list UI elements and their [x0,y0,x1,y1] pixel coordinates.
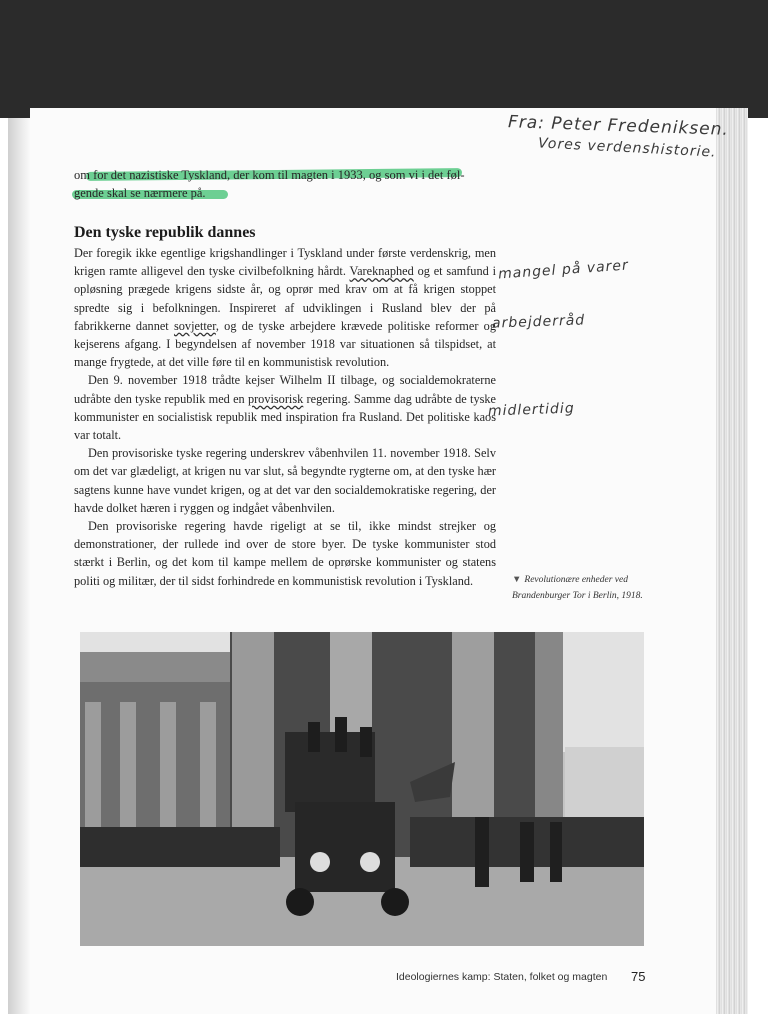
paragraph-2 [74,371,496,444]
paragraph-1-text-c: , og de tyske arbejdere krævede politiske reformer og kejserens afgang. I begyndelsen af november 1918 var situationen så tilspidset, at mange frygtede, at det ville føre til en kommunistisk revolution. [74,318,496,370]
intro-line-2: gende skal se nærmere på. [74,186,206,200]
paragraph-1-text-a: Der foregik ikke egentlige krigshandlinger i Tyskland under første verdenskrig, men krigen ramte alligevel den tyske civilbefolkning hårdt. [74,246,496,279]
underlined-term-provisorisk: provisorisk [247,391,304,406]
intro-line-1: om for det nazistiske Tyskland, der kom til magten i 1933, og som vi i det føl- [74,168,465,182]
section-body [74,244,496,590]
photo-graphic [80,632,644,946]
margin-note-midlertidig: midlertidig [487,400,575,420]
caption-text: Revolutionære enheder ved Brandenburger Tor i Berlin, 1918. [512,575,643,601]
intro-lines [74,166,494,202]
section-heading: Den tyske republik dannes [74,224,256,241]
photo-caption [512,573,652,604]
margin-note-mangel: mangel på varer [497,257,630,283]
caption-marker: ▼ [512,575,522,585]
paragraph-3: Den provisoriske tyske regering underskrev våbenhvilen 11. november 1918. Selv om det var glædeligt, at krigen nu var slut, så begyndte rygterne om, at den tyske hær sagtens kunne have vundet krigen, og at det var den socialdemokratiske regering, der havde dolket hæren i ryggen og indgået våbenhvilen. [74,446,496,515]
paragraph-2-text-a: Den 9. november 1918 trådte kejser Wilhelm II tilbage, og socialdemokraterne udråbte den tyske republik med en [74,373,496,406]
page-stack-edges [716,108,748,1020]
paragraph-2-text-b: regering. Samme dag udråbte de tyske kommunister en socialistisk republik med inspiration fra Rusland. Det politiske kaos var totalt. [74,391,496,443]
paragraph-1 [74,244,496,371]
margin-note-arbejderraad: arbejderråd [491,312,586,332]
historical-photo-brandenburg-gate [80,632,644,946]
handwritten-source-line-2: Vores verdenshistorie. [537,135,717,161]
underlined-term-vareknaphed: Vareknaphed [349,264,414,279]
underlined-term-sovjetter: sovjetter [173,318,216,333]
handwritten-source-line-1: Fra: Peter Fredeniksen. [507,112,730,140]
running-footer: Ideologiernes kamp: Staten, folket og magten [396,971,608,983]
page-left-edge [8,118,30,1024]
scanner-shadow [0,0,768,118]
paragraph-4: Den provisoriske regering havde rigeligt at se til, ikke mindst strejker og demonstrationer, der rullede ind over de store byer. De tyske kommunister stod stærkt i Berlin, og det kom til kampe mellem de oprørske kommunister og statens politi og militær, der til sidst forhindrede en kommunistisk revolution i Tyskland. [74,519,496,588]
paragraph-1-text-b: og et samfund i opløsning prægede krigens sidste år, og oprør med krav om at få krigen stoppet spredte sig i befolkningen. Inspireret af udviklingen i Rusland blev der på fabrikkerne dannet [74,264,497,333]
page-number: 75 [631,969,646,984]
scan-bottom-edge [0,1014,768,1024]
